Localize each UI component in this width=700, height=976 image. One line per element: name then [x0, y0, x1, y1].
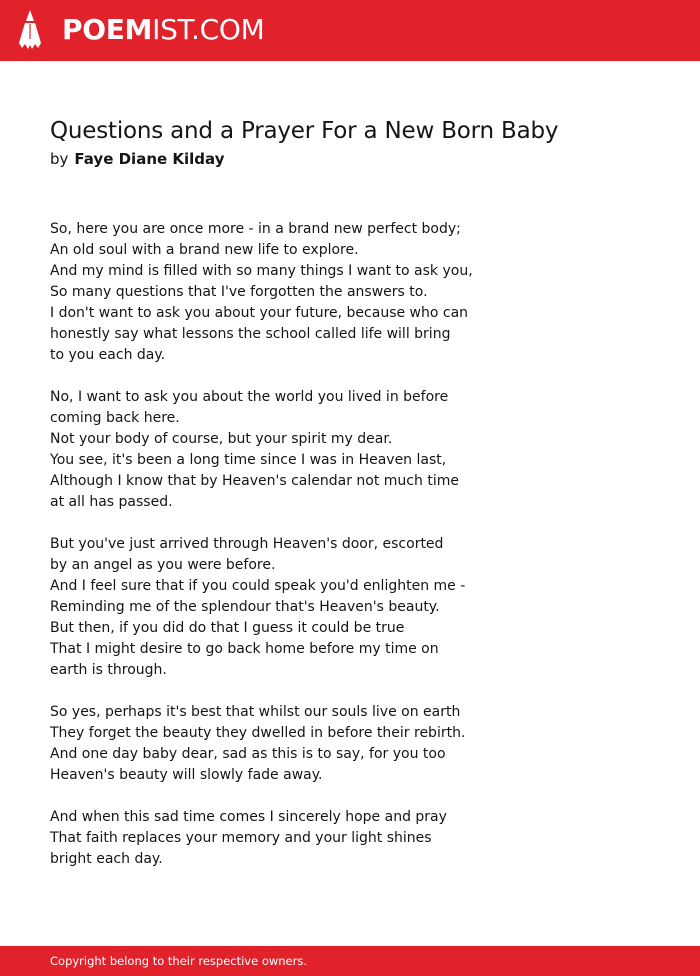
logo-text-bold: POEM: [62, 13, 153, 46]
poem-line: by an angel as you were before.: [50, 557, 276, 573]
site-header: [0, 0, 700, 61]
poem-line: Reminding me of the splendour that's Heaven's beauty.: [50, 599, 440, 615]
poem-stanza: [50, 387, 650, 513]
byline-label: by: [50, 150, 69, 168]
poem-line: And my mind is filled with so many things I want to ask you,: [50, 263, 473, 279]
poem-stanza: [50, 807, 650, 870]
site-footer: [0, 946, 700, 976]
poem-line: So yes, perhaps it's best that whilst our souls live on earth: [50, 704, 461, 720]
poem-line: That faith replaces your memory and your light shines: [50, 830, 432, 846]
poem-line: But then, if you did do that I guess it could be true: [50, 620, 405, 636]
poem-line: earth is through.: [50, 662, 167, 678]
poem-line: Although I know that by Heaven's calendar not much time: [50, 473, 459, 489]
poem-line: And I feel sure that if you could speak you'd enlighten me -: [50, 578, 466, 594]
poem-line: And one day baby dear, sad as this is to say, for you too: [50, 746, 446, 762]
poem-line: to you each day.: [50, 347, 166, 363]
pen-nib-icon: [18, 9, 42, 51]
poem-line: Not your body of course, but your spirit my dear.: [50, 431, 393, 447]
poem-line: But you've just arrived through Heaven's door, escorted: [50, 536, 444, 552]
poem-line: That I might desire to go back home before my time on: [50, 641, 439, 657]
poem-line: They forget the beauty they dwelled in before their rebirth.: [50, 725, 466, 741]
poem-line: honestly say what lessons the school called life will bring: [50, 326, 451, 342]
author-name: Faye Diane Kilday: [74, 150, 225, 168]
poem-line: bright each day.: [50, 851, 163, 867]
poem-line: So many questions that I've forgotten the answers to.: [50, 284, 428, 300]
poem-stanza: [50, 702, 650, 786]
poem-line: I don't want to ask you about your future, because who can: [50, 305, 469, 321]
poem-line: No, I want to ask you about the world you lived in before: [50, 389, 449, 405]
poem-stanza: [50, 219, 650, 366]
logo-text-light: IST.COM: [152, 13, 265, 46]
poem-line: at all has passed.: [50, 494, 173, 510]
byline: [50, 149, 224, 169]
poem-stanza: [50, 534, 650, 681]
poem-line: You see, it's been a long time since I was in Heaven last,: [50, 452, 447, 468]
copyright-notice: Copyright belong to their respective owners.: [50, 954, 308, 968]
poem-line: coming back here.: [50, 410, 180, 426]
poem-body: [50, 219, 650, 891]
poem-line: And when this sad time comes I sincerely hope and pray: [50, 809, 447, 825]
poem-line: So, here you are once more - in a brand new perfect body;: [50, 221, 461, 237]
poem-line: An old soul with a brand new life to explore.: [50, 242, 359, 258]
poem-title: Questions and a Prayer For a New Born Baby: [50, 118, 559, 144]
site-logo-link[interactable]: [62, 13, 265, 47]
poem-line: Heaven's beauty will slowly fade away.: [50, 767, 323, 783]
